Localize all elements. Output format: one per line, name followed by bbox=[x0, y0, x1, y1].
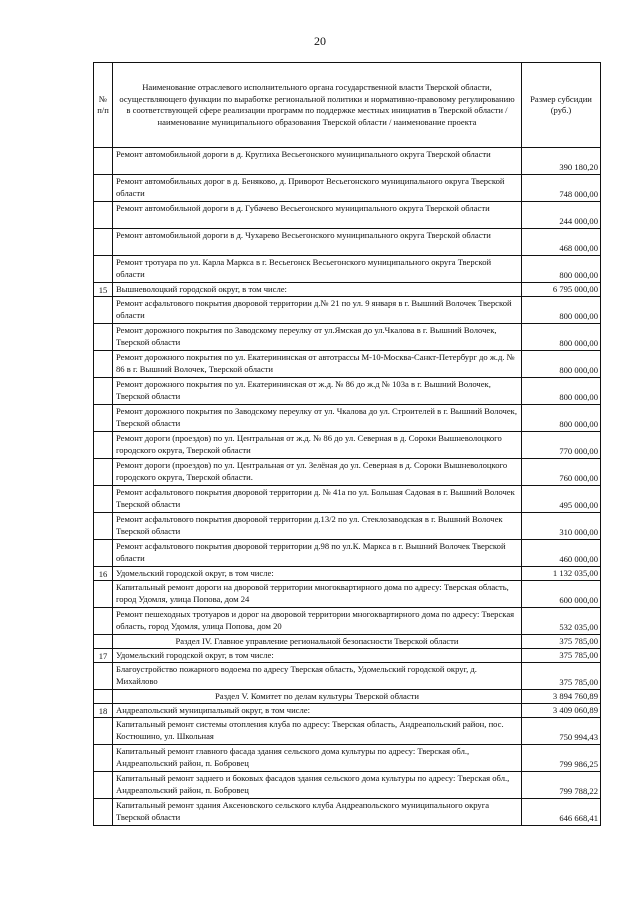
row-name: Удомельский городской округ, в том числе: bbox=[113, 567, 522, 581]
row-name: Ремонт пешеходных тротуаров и дорог на дворовой территории многоквартирного дома по адресу: Тверская область, город Удомля, улица Попова, дом 20 bbox=[113, 608, 522, 635]
row-name: Ремонт дорожного покрытия по ул. Екатерининская от автотрассы М-10-Москва-Санкт-Петербург до ж.д. № 86 в г. Вышний Волочек, Тверской области bbox=[113, 351, 522, 378]
municipality-row bbox=[94, 567, 601, 581]
section-title: Раздел V. Комитет по делам культуры Тверской области bbox=[113, 690, 522, 704]
row-name: Капитальный ремонт системы отопления клуба по адресу: Тверская область, Андреапольский район, пос. Костюшино, ул. Школьная bbox=[113, 718, 522, 745]
row-number bbox=[94, 202, 113, 229]
row-name: Вышневолоцкий городской округ, в том числе: bbox=[113, 283, 522, 297]
header-col-num: № п/п bbox=[94, 63, 113, 148]
row-name: Ремонт асфальтового покрытия дворовой территории д.98 по ул.К. Маркса в г. Вышний Волочек Тверской области bbox=[113, 540, 522, 567]
project-row bbox=[94, 486, 601, 513]
page-number: 20 bbox=[314, 34, 326, 48]
project-row bbox=[94, 202, 601, 229]
row-number bbox=[94, 513, 113, 540]
project-row bbox=[94, 297, 601, 324]
row-name: Ремонт автомобильной дороги в д. Чухарево Весьегонского муниципального округа Тверской области bbox=[113, 229, 522, 256]
row-name: Капитальный ремонт заднего и боковых фасадов здания сельского дома культуры по адресу: Тверская обл., Андреапольский район, п. Бобровец bbox=[113, 772, 522, 799]
row-amount: 375 785,00 bbox=[522, 663, 601, 690]
row-amount: 3 409 060,89 bbox=[522, 704, 601, 718]
row-amount: 532 035,00 bbox=[522, 608, 601, 635]
row-number: 18 bbox=[94, 704, 113, 718]
row-amount: 390 180,20 bbox=[522, 148, 601, 175]
row-amount: 1 132 035,00 bbox=[522, 567, 601, 581]
row-amount: 375 785,00 bbox=[522, 649, 601, 663]
row-number bbox=[94, 459, 113, 486]
project-row bbox=[94, 324, 601, 351]
row-number bbox=[94, 486, 113, 513]
row-number bbox=[94, 297, 113, 324]
row-amount: 748 000,00 bbox=[522, 175, 601, 202]
row-name: Ремонт дорожного покрытия по Заводскому переулку от ул. Чкалова до ул. Строителей в г. Вышний Волочек, Тверской области bbox=[113, 405, 522, 432]
row-number bbox=[94, 256, 113, 283]
project-row bbox=[94, 718, 601, 745]
project-row bbox=[94, 772, 601, 799]
row-amount: 799 788,22 bbox=[522, 772, 601, 799]
project-row bbox=[94, 229, 601, 256]
row-number bbox=[94, 772, 113, 799]
row-number bbox=[94, 324, 113, 351]
row-amount: 800 000,00 bbox=[522, 324, 601, 351]
row-name: Благоустройство пожарного водоема по адресу Тверская область, Удомельский городской округ, д. Михайлово bbox=[113, 663, 522, 690]
row-amount: 495 000,00 bbox=[522, 486, 601, 513]
row-name: Капитальный ремонт дороги на дворовой территории многоквартирного дома по адресу: Тверская область, город Удомля, улица Попова, дом 24 bbox=[113, 581, 522, 608]
row-amount: 770 000,00 bbox=[522, 432, 601, 459]
row-number bbox=[94, 229, 113, 256]
row-amount: 460 000,00 bbox=[522, 540, 601, 567]
table-body bbox=[94, 63, 601, 826]
project-row bbox=[94, 540, 601, 567]
row-amount: 3 894 760,89 bbox=[522, 690, 601, 704]
row-name: Капитальный ремонт здания Аксеновского сельского клуба Андреапольского муниципального округа Тверской области bbox=[113, 799, 522, 826]
project-row bbox=[94, 351, 601, 378]
row-number bbox=[94, 405, 113, 432]
row-name: Ремонт тротуара по ул. Карла Маркса в г. Весьегонск Весьегонского муниципального округа Тверской области bbox=[113, 256, 522, 283]
row-amount: 800 000,00 bbox=[522, 405, 601, 432]
row-name: Ремонт дороги (проездов) по ул. Центральная от ж.д. № 86 до ул. Северная в д. Сороки Вышневолоцкого городского округа, Тверской области bbox=[113, 432, 522, 459]
row-amount: 646 668,41 bbox=[522, 799, 601, 826]
project-row bbox=[94, 148, 601, 175]
row-number bbox=[94, 690, 113, 704]
row-amount: 800 000,00 bbox=[522, 297, 601, 324]
row-number bbox=[94, 378, 113, 405]
municipality-row bbox=[94, 283, 601, 297]
project-row bbox=[94, 745, 601, 772]
row-name: Ремонт асфальтового покрытия дворовой территории д.№ 21 по ул. 9 января в г. Вышний Волочек Тверской области bbox=[113, 297, 522, 324]
project-row bbox=[94, 378, 601, 405]
project-row bbox=[94, 608, 601, 635]
table-header-row bbox=[94, 63, 601, 148]
project-row bbox=[94, 663, 601, 690]
row-amount: 244 000,00 bbox=[522, 202, 601, 229]
municipality-row bbox=[94, 704, 601, 718]
row-number bbox=[94, 581, 113, 608]
row-number bbox=[94, 663, 113, 690]
row-number: 16 bbox=[94, 567, 113, 581]
section-title: Раздел IV. Главное управление региональной безопасности Тверской области bbox=[113, 635, 522, 649]
row-name: Ремонт автомобильной дороги в д. Круглиха Весьегонского муниципального округа Тверской области bbox=[113, 148, 522, 175]
project-row bbox=[94, 405, 601, 432]
row-amount: 750 994,43 bbox=[522, 718, 601, 745]
row-name: Капитальный ремонт главного фасада здания сельского дома культуры по адресу: Тверская обл., Андреапольский район, п. Бобровец bbox=[113, 745, 522, 772]
row-name: Андреапольский муниципальный округ, в том числе: bbox=[113, 704, 522, 718]
row-number bbox=[94, 432, 113, 459]
header-col-name: Наименование отраслевого исполнительного органа государственной власти Тверской области, осуществляющего функции по выработке региональной политики и нормативно-правовому регулированию в соответствующей сфере реализации программ по поддержке местных инициатив в Тверской области / наименование муниципального образования Тверской области / наименование проекта bbox=[113, 63, 522, 148]
project-row bbox=[94, 256, 601, 283]
row-name: Ремонт асфальтового покрытия дворовой территории д. № 41а по ул. Большая Садовая в г. Вышний Волочек Тверской области bbox=[113, 486, 522, 513]
row-number bbox=[94, 175, 113, 202]
row-name: Ремонт дорожного покрытия по Заводскому переулку от ул.Ямская до ул.Чкалова в г. Вышний Волочек, Тверской области bbox=[113, 324, 522, 351]
row-name: Удомельский городской округ, в том числе: bbox=[113, 649, 522, 663]
row-number bbox=[94, 540, 113, 567]
row-amount: 6 795 000,00 bbox=[522, 283, 601, 297]
row-number bbox=[94, 718, 113, 745]
row-name: Ремонт асфальтового покрытия дворовой территории д.13/2 по ул. Стеклозаводская в г. Вышний Волочек Тверской области bbox=[113, 513, 522, 540]
section-row bbox=[94, 690, 601, 704]
row-amount: 800 000,00 bbox=[522, 378, 601, 405]
row-name: Ремонт автомобильной дороги в д. Губачево Весьегонского муниципального округа Тверской области bbox=[113, 202, 522, 229]
row-number bbox=[94, 799, 113, 826]
row-number: 17 bbox=[94, 649, 113, 663]
header-col-amount: Размер субсидии (руб.) bbox=[522, 63, 601, 148]
row-amount: 468 000,00 bbox=[522, 229, 601, 256]
row-number bbox=[94, 351, 113, 378]
row-name: Ремонт дорожного покрытия по ул. Екатерининская от ж.д. № 86 до ж.д № 103а в г. Вышний Волочек, Тверской области bbox=[113, 378, 522, 405]
row-amount: 800 000,00 bbox=[522, 351, 601, 378]
row-number: 15 bbox=[94, 283, 113, 297]
project-row bbox=[94, 581, 601, 608]
row-number bbox=[94, 635, 113, 649]
row-amount: 375 785,00 bbox=[522, 635, 601, 649]
municipality-row bbox=[94, 649, 601, 663]
row-name: Ремонт автомобильных дорог в д. Беняково, д. Приворот Весьегонского муниципального округа Тверской области bbox=[113, 175, 522, 202]
project-row bbox=[94, 432, 601, 459]
row-number bbox=[94, 745, 113, 772]
row-amount: 600 000,00 bbox=[522, 581, 601, 608]
row-number bbox=[94, 608, 113, 635]
project-row bbox=[94, 799, 601, 826]
project-row bbox=[94, 513, 601, 540]
row-amount: 310 000,00 bbox=[522, 513, 601, 540]
project-row bbox=[94, 459, 601, 486]
row-name: Ремонт дороги (проездов) по ул. Центральная от ул. Зелёная до ул. Северная в д. Сороки Вышневолоцкого городского округа, Тверской области. bbox=[113, 459, 522, 486]
row-number bbox=[94, 148, 113, 175]
project-row bbox=[94, 175, 601, 202]
subsidy-table bbox=[93, 62, 601, 826]
row-amount: 760 000,00 bbox=[522, 459, 601, 486]
row-amount: 799 986,25 bbox=[522, 745, 601, 772]
section-row bbox=[94, 635, 601, 649]
row-amount: 800 000,00 bbox=[522, 256, 601, 283]
